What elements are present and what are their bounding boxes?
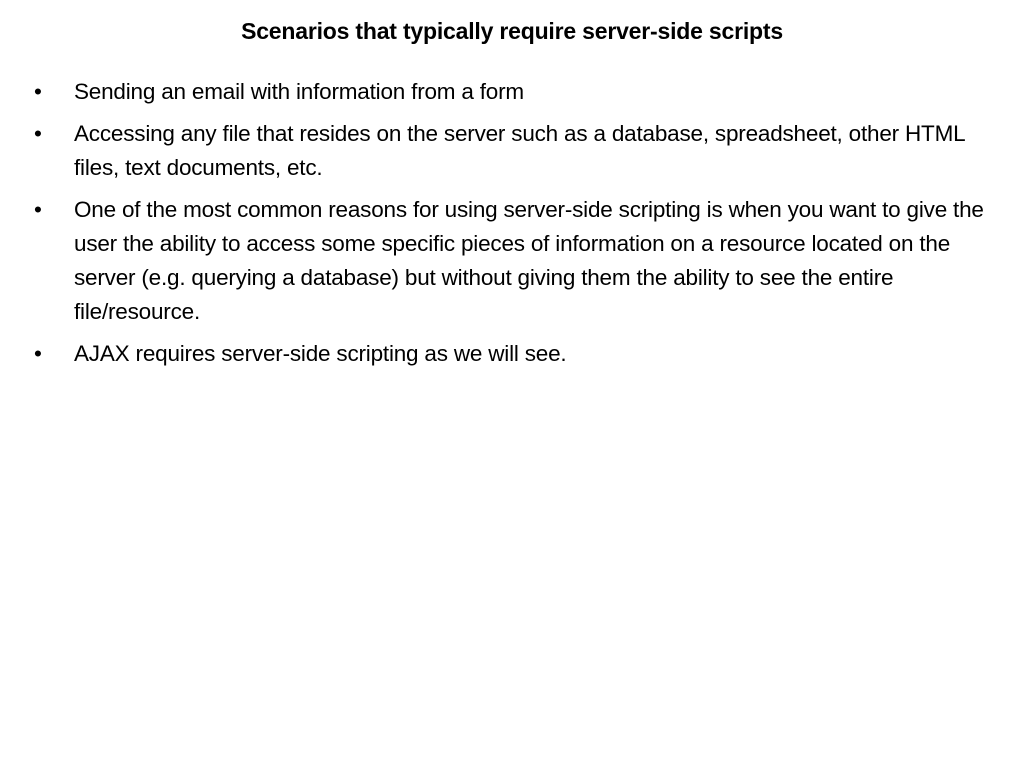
bullet-item-email — [34, 75, 984, 109]
bullet-icon: • — [34, 341, 42, 366]
bullet-item-ajax — [34, 337, 984, 371]
bullet-item-common-reason — [34, 193, 984, 329]
bullet-icon: • — [34, 197, 42, 222]
bullet-list — [34, 75, 984, 379]
bullet-text: AJAX requires server-side scripting as we will see. — [74, 341, 567, 366]
bullet-icon: • — [34, 79, 42, 104]
bullet-text: Accessing any file that resides on the server such as a database, spreadsheet, other HTML files, text documents, etc. — [74, 121, 965, 180]
slide-title: Scenarios that typically require server-side scripts — [241, 18, 783, 44]
bullet-text: One of the most common reasons for using server-side scripting is when you want to give the user the ability to access some specific pieces of information on a resource located on the server (e.g. querying a database) but without giving them the ability to see the entire file/resource. — [74, 197, 984, 324]
bullet-item-file-access — [34, 117, 984, 185]
bullet-text: Sending an email with information from a form — [74, 79, 524, 104]
bullet-icon: • — [34, 121, 42, 146]
